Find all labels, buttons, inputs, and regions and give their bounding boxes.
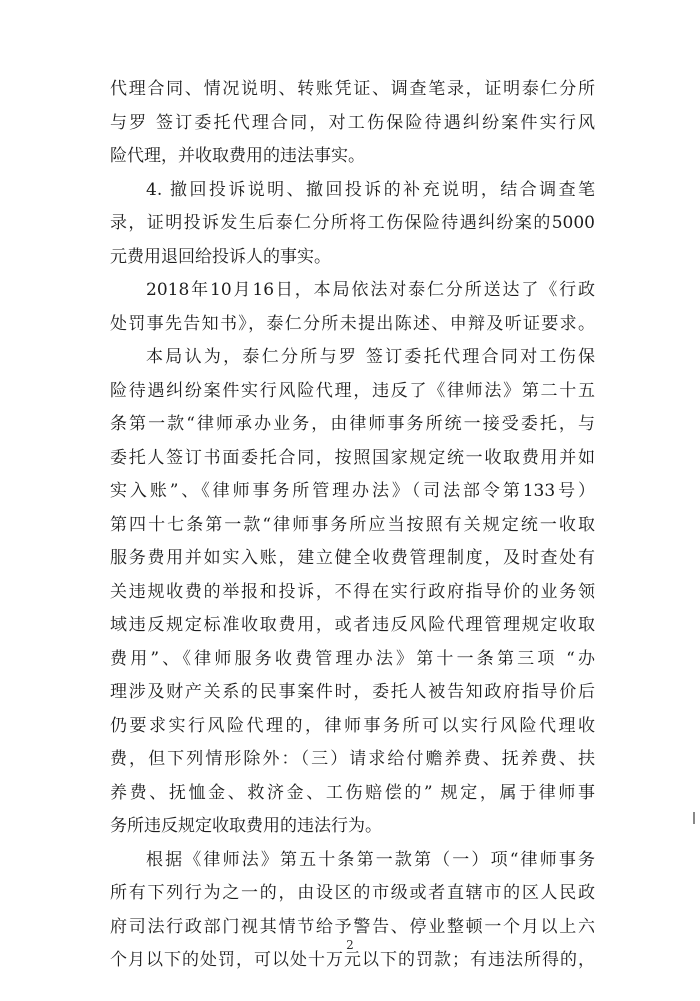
text-line: 个月以下的处罚，可以处十万元以下的罚款；有违法所得的， bbox=[110, 950, 595, 970]
text-line: 所有下列行为之一的，由设区的市级或者直辖市的区人民政 bbox=[110, 883, 595, 903]
text-line: 本局认为，泰仁分所与罗 签订委托代理合同对工伤保 bbox=[146, 347, 595, 367]
text-line: 实入账”、《律师事务所管理办法》（司法部令第133号） bbox=[110, 481, 595, 501]
text-line: 4. 撤回投诉说明、撤回投诉的补充说明，结合调查笔 bbox=[146, 179, 595, 200]
text-line: 府司法行政部门视其情节给予警告、停业整顿一个月以上六 bbox=[110, 916, 595, 937]
text-line: 费用”、《律师服务收费管理办法》第十一条第三项 “办 bbox=[110, 648, 595, 669]
text-line: 委托人签订书面委托合同，按照国家规定统一收取费用并如 bbox=[110, 447, 595, 468]
text-line: 务所违反规定收取费用的违法行为。 bbox=[110, 816, 382, 836]
text-line: 第四十七条第一款“律师事务所应当按照有关规定统一收取 bbox=[110, 514, 595, 535]
text-line: 养费、抚恤金、救济金、工伤赔偿的” 规定，属于律师事 bbox=[110, 782, 595, 803]
text-line: 理涉及财产关系的民事案件时，委托人被告知政府指导价后 bbox=[110, 682, 595, 702]
text-line: 与罗 签订委托代理合同，对工伤保险待遇纠纷案件实行风 bbox=[110, 112, 595, 133]
page-number: 2 bbox=[346, 938, 354, 952]
text-line: 险待遇纠纷案件实行风险代理，违反了《律师法》第二十五 bbox=[110, 380, 595, 401]
text-line: 根据《律师法》第五十条第一款第（一）项“律师事务 bbox=[146, 849, 595, 870]
text-line: 关违规收费的举报和投诉，不得在实行政府指导价的业务领 bbox=[110, 581, 595, 602]
text-line: 费，但下列情形除外：（三）请求给付赡养费、抚养费、扶 bbox=[110, 749, 595, 769]
text-line: 元费用退回给投诉人的事实。 bbox=[110, 246, 331, 267]
text-line: 仍要求实行风险代理的，律师事务所可以实行风险代理收 bbox=[110, 715, 595, 736]
text-line: 处罚事先告知书》，泰仁分所未提出陈述、申辩及听证要求。 bbox=[110, 313, 595, 334]
text-line: 险代理，并收取费用的违法事实。 bbox=[110, 146, 365, 166]
text-line: 录，证明投诉发生后泰仁分所将工伤保险待遇纠纷案的5000 bbox=[110, 213, 595, 233]
text-line: 条第一款“律师承办业务，由律师事务所统一接受委托，与 bbox=[110, 414, 595, 434]
text-line: 代理合同、情况说明、转账凭证、调查笔录，证明泰仁分所 bbox=[110, 79, 595, 99]
text-line: 服务费用并如实入账，建立健全收费管理制度，及时查处有 bbox=[110, 548, 595, 568]
text-line: 2018年10月16日，本局依法对泰仁分所送达了《行政 bbox=[146, 280, 595, 300]
scan-edge-mark bbox=[693, 812, 695, 824]
body-text bbox=[110, 73, 595, 978]
text-line: 域违反规定标准收取费用，或者违反风险代理管理规定收取 bbox=[110, 615, 595, 635]
